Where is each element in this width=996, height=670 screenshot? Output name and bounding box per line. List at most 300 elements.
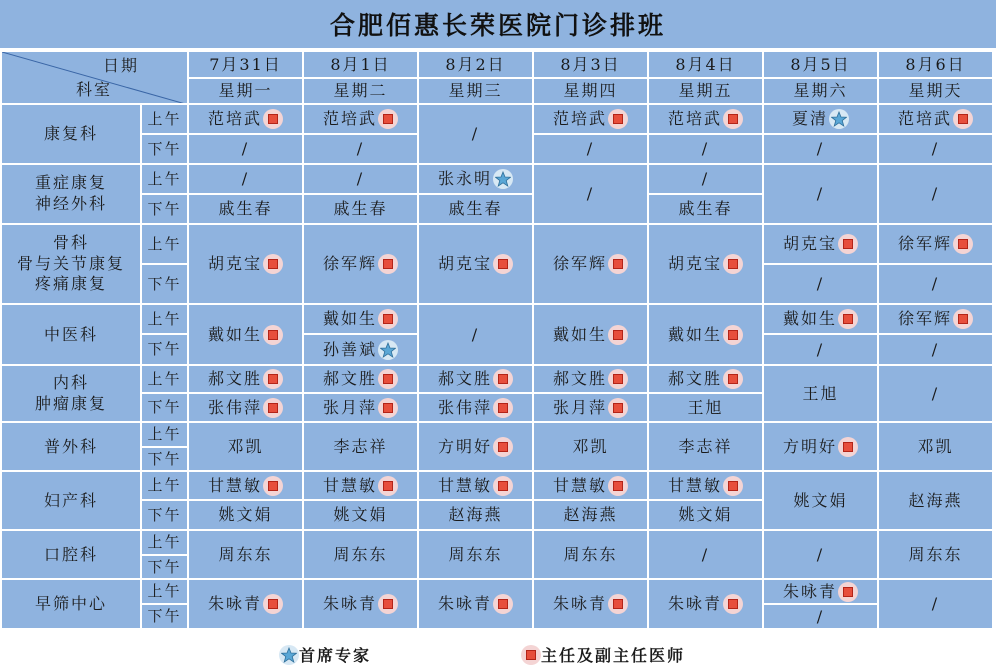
page-title: 合肥佰惠长荣医院门诊排班: [0, 0, 996, 50]
doctor-entry: [357, 139, 364, 159]
red-square-icon: [493, 369, 513, 389]
doctor-cell: [878, 224, 993, 264]
doctor-cell: [648, 194, 763, 224]
red-square-icon: [263, 369, 283, 389]
doctor-entry: [323, 476, 398, 496]
red-square-icon: [723, 476, 743, 496]
doctor-cell: [648, 530, 763, 579]
doctor-cell: [878, 365, 993, 422]
table-row: [1, 104, 993, 134]
doctor-entry: [323, 594, 398, 614]
dept-zhongyi: [1, 304, 141, 365]
dept-kouqiang: [1, 530, 141, 579]
doctor-entry: [218, 505, 272, 525]
doctor-cell: [418, 393, 533, 422]
doctor-entry: [908, 545, 962, 565]
doctor-entry: [932, 274, 939, 294]
doctor-entry: [553, 476, 628, 496]
header-weekday: 星期天: [878, 78, 993, 104]
doctor-name: 朱咏青: [207, 594, 262, 613]
slot-afternoon: 下午: [141, 604, 188, 629]
table-row: [1, 164, 993, 194]
dept-name: 中医科: [43, 324, 98, 344]
doctor-entry: [932, 340, 939, 360]
legend: [0, 640, 996, 670]
empty-mark: /: [931, 184, 940, 203]
empty-mark: /: [816, 139, 825, 158]
doctor-entry: [783, 309, 858, 329]
header-date: 8月2日: [418, 51, 533, 78]
red-square-icon: [608, 369, 628, 389]
doctor-name: 郝文胜: [207, 369, 262, 388]
doctor-entry: [448, 545, 502, 565]
doctor-cell: [763, 264, 878, 304]
red-square-icon: [263, 254, 283, 274]
doctor-name: 胡克宝: [207, 254, 262, 273]
doctor-cell: [648, 500, 763, 530]
empty-mark: /: [816, 544, 825, 564]
doctor-entry: [242, 169, 249, 189]
doctor-name: 周东东: [448, 544, 503, 564]
doctor-entry: [587, 184, 594, 204]
doctor-name: 赵海燕: [563, 505, 618, 524]
table-row: [1, 224, 993, 264]
doctor-cell: [878, 579, 993, 629]
star-icon: [493, 169, 513, 189]
doctor-name: 姚文娟: [333, 505, 388, 524]
doctor-cell: [188, 224, 303, 304]
doctor-name: 周东东: [218, 544, 273, 564]
table-row: [1, 365, 993, 393]
doctor-cell: [533, 393, 648, 422]
doctor-cell: [188, 500, 303, 530]
doctor-cell: [648, 422, 763, 471]
red-square-icon: [723, 325, 743, 345]
dept-name: 普外科: [43, 436, 98, 456]
doctor-name: 周东东: [908, 544, 963, 564]
doctor-name: 朱咏青: [322, 594, 377, 613]
doctor-entry: [333, 545, 387, 565]
doctor-cell: [188, 393, 303, 422]
red-square-icon: [493, 476, 513, 496]
doctor-cell: [878, 334, 993, 365]
doctor-cell: [188, 579, 303, 629]
doctor-entry: [208, 109, 283, 129]
doctor-name: 徐军辉: [322, 254, 377, 273]
doctor-entry: [227, 437, 263, 457]
slot-afternoon: 下午: [141, 500, 188, 530]
doctor-cell: [418, 471, 533, 500]
doctor-cell: [763, 530, 878, 579]
doctor-name: 郝文胜: [322, 369, 377, 388]
doctor-cell: [303, 304, 418, 334]
doctor-name: 张伟萍: [207, 397, 262, 417]
header-weekday: 星期三: [418, 78, 533, 104]
dept-name-line: 神经外科: [34, 194, 107, 213]
doctor-entry: [678, 199, 732, 219]
doctor-cell: [533, 164, 648, 224]
slot-morning: 上午: [141, 224, 188, 264]
red-square-icon: [838, 582, 858, 602]
slot-morning: 上午: [141, 164, 188, 194]
doctor-cell: [533, 471, 648, 500]
legend-chief-label: 首席专家: [299, 646, 372, 665]
doctor-cell: [303, 579, 418, 629]
doctor-cell: [303, 194, 418, 224]
doctor-name: 李志祥: [333, 436, 388, 456]
empty-mark: /: [586, 139, 595, 158]
doctor-cell: [188, 194, 303, 224]
header-dept-label: 科室: [76, 80, 113, 99]
dept-name-line: 肿瘤康复: [34, 393, 107, 413]
header-date: 8月3日: [533, 51, 648, 78]
doctor-entry: [333, 437, 387, 457]
doctor-name: 朱咏青: [552, 594, 607, 613]
doctor-entry: [702, 139, 709, 159]
doctor-cell: [303, 164, 418, 194]
doctor-cell: [303, 134, 418, 164]
doctor-name: 徐军辉: [897, 309, 952, 328]
empty-mark: /: [356, 169, 365, 188]
slot-morning: 上午: [141, 530, 188, 555]
doctor-cell: [418, 530, 533, 579]
doctor-entry: [208, 594, 283, 614]
doctor-name: 赵海燕: [448, 505, 503, 524]
dept-puwai: [1, 422, 141, 471]
doctor-entry: [438, 169, 513, 189]
doctor-entry: [678, 437, 732, 457]
doctor-entry: [208, 398, 283, 418]
doctor-entry: [333, 199, 387, 219]
doctor-name: 胡克宝: [667, 254, 722, 273]
red-square-icon: [723, 109, 743, 129]
header-weekday: 星期四: [533, 78, 648, 104]
doctor-entry: [668, 476, 743, 496]
dept-name-line: 疼痛康复: [34, 274, 107, 294]
red-square-icon: [838, 309, 858, 329]
doctor-cell: [878, 304, 993, 334]
empty-mark: /: [931, 339, 940, 359]
doctor-name: 戴如生: [667, 324, 722, 344]
red-square-icon: [378, 476, 398, 496]
doctor-cell: [188, 365, 303, 393]
doctor-cell: [878, 264, 993, 304]
doctor-cell: [763, 104, 878, 134]
doctor-name: 戴如生: [782, 309, 837, 328]
red-square-icon: [608, 594, 628, 614]
doctor-entry: [218, 545, 272, 565]
red-square-icon: [953, 109, 973, 129]
doctor-name: 范培武: [207, 109, 262, 128]
legend-chief-expert: [278, 643, 371, 666]
doctor-cell: [878, 164, 993, 224]
doctor-entry: [563, 505, 617, 525]
red-square-icon: [493, 254, 513, 274]
slot-morning: 上午: [141, 471, 188, 500]
doctor-cell: [763, 579, 878, 604]
doctor-entry: [553, 325, 628, 345]
red-square-icon: [378, 309, 398, 329]
doctor-cell: [533, 365, 648, 393]
slot-afternoon: 下午: [141, 194, 188, 224]
red-square-icon: [608, 109, 628, 129]
header-date-label: 日期: [102, 56, 139, 75]
doctor-name: 邓凯: [917, 436, 954, 456]
doctor-cell: [303, 530, 418, 579]
doctor-entry: [932, 184, 939, 204]
doctor-entry: [208, 476, 283, 496]
dept-name: 康复科: [43, 124, 98, 143]
header-date: 8月4日: [648, 51, 763, 78]
legend-director: [520, 643, 685, 666]
doctor-entry: [783, 234, 858, 254]
doctor-cell: [648, 134, 763, 164]
header-weekday: 星期六: [763, 78, 878, 104]
header-date: 7月31日: [188, 51, 303, 78]
star-icon: [279, 645, 299, 665]
doctor-cell: [303, 393, 418, 422]
doctor-entry: [323, 340, 398, 360]
red-square-icon: [953, 309, 973, 329]
doctor-cell: [763, 224, 878, 264]
doctor-entry: [323, 109, 398, 129]
empty-mark: /: [586, 184, 595, 203]
table-row: [1, 304, 993, 334]
doctor-entry: [333, 505, 387, 525]
doctor-name: 胡克宝: [782, 234, 837, 253]
slot-morning: 上午: [141, 579, 188, 604]
slot-afternoon: 下午: [141, 334, 188, 365]
star-icon: [829, 109, 849, 129]
doctor-entry: [817, 139, 824, 159]
doctor-cell: [648, 365, 763, 393]
doctor-entry: [702, 545, 709, 565]
doctor-name: 戚生春: [678, 199, 733, 218]
red-square-icon: [608, 476, 628, 496]
doctor-entry: [783, 437, 858, 457]
dept-kangfu: [1, 104, 141, 164]
doctor-cell: [188, 134, 303, 164]
header-weekday: 星期二: [303, 78, 418, 104]
doctor-entry: [242, 139, 249, 159]
doctor-entry: [323, 369, 398, 389]
red-square-icon: [378, 369, 398, 389]
doctor-entry: [323, 254, 398, 274]
empty-mark: /: [701, 544, 710, 564]
doctor-entry: [448, 199, 502, 219]
doctor-name: 李志祥: [678, 436, 733, 456]
doctor-cell: [648, 393, 763, 422]
red-square-icon: [378, 254, 398, 274]
doctor-entry: [793, 491, 847, 511]
table-row: [1, 579, 993, 604]
doctor-entry: [323, 398, 398, 418]
doctor-entry: [472, 124, 479, 144]
red-square-icon: [263, 325, 283, 345]
red-square-icon: [263, 398, 283, 418]
header-date: 8月1日: [303, 51, 418, 78]
doctor-cell: [188, 471, 303, 500]
doctor-name: 姚文娟: [218, 505, 273, 524]
doctor-cell: [648, 164, 763, 194]
red-square-icon: [263, 476, 283, 496]
doctor-cell: [418, 304, 533, 365]
doctor-cell: [418, 164, 533, 194]
doctor-name: 甘慧敏: [437, 475, 492, 495]
red-square-icon: [263, 109, 283, 129]
doctor-entry: [817, 274, 824, 294]
doctor-entry: [817, 545, 824, 565]
doctor-name: 朱咏青: [667, 594, 722, 613]
doctor-entry: [817, 184, 824, 204]
doctor-name: 姚文娟: [678, 505, 733, 524]
doctor-name: 徐军辉: [897, 234, 952, 253]
doctor-cell: [533, 530, 648, 579]
doctor-cell: [303, 334, 418, 365]
doctor-name: 夏清: [791, 109, 828, 128]
doctor-entry: [472, 325, 479, 345]
table-row: [1, 471, 993, 500]
dept-zhongzheng: [1, 164, 141, 224]
doctor-cell: [533, 224, 648, 304]
doctor-entry: [553, 594, 628, 614]
doctor-cell: [763, 471, 878, 530]
empty-mark: /: [241, 169, 250, 188]
doctor-name: 孙善斌: [322, 339, 377, 359]
doctor-entry: [438, 437, 513, 457]
doctor-cell: [533, 422, 648, 471]
doctor-cell: [763, 365, 878, 422]
doctor-name: 方明好: [782, 436, 837, 456]
doctor-name: 郝文胜: [552, 369, 607, 388]
doctor-cell: [648, 104, 763, 134]
empty-mark: /: [356, 139, 365, 158]
empty-mark: /: [241, 139, 250, 158]
doctor-name: 甘慧敏: [552, 475, 607, 495]
doctor-name: 邓凯: [572, 436, 609, 456]
red-square-icon: [723, 369, 743, 389]
doctor-entry: [668, 369, 743, 389]
doctor-cell: [303, 500, 418, 530]
empty-mark: /: [471, 124, 480, 143]
doctor-cell: [188, 164, 303, 194]
red-square-icon: [521, 645, 541, 665]
doctor-entry: [783, 582, 858, 602]
doctor-cell: [418, 224, 533, 304]
doctor-name: 戚生春: [448, 199, 503, 218]
doctor-entry: [553, 369, 628, 389]
doctor-cell: [303, 224, 418, 304]
doctor-cell: [303, 422, 418, 471]
doctor-cell: [878, 530, 993, 579]
doctor-entry: [678, 505, 732, 525]
slot-afternoon: 下午: [141, 393, 188, 422]
star-icon: [378, 340, 398, 360]
doctor-entry: [438, 476, 513, 496]
doctor-cell: [763, 134, 878, 164]
doctor-cell: [418, 104, 533, 164]
doctor-name: 徐军辉: [552, 254, 607, 273]
empty-mark: /: [931, 274, 940, 293]
doctor-cell: [418, 194, 533, 224]
doctor-name: 郝文胜: [437, 369, 492, 388]
doctor-cell: [763, 164, 878, 224]
slot-afternoon: 下午: [141, 447, 188, 471]
doctor-name: 朱咏青: [437, 594, 492, 613]
empty-mark: /: [471, 324, 480, 344]
red-square-icon: [723, 594, 743, 614]
doctor-cell: [648, 579, 763, 629]
doctor-name: 戴如生: [552, 324, 607, 344]
table-row: [1, 51, 993, 78]
doctor-entry: [917, 437, 953, 457]
doctor-name: 范培武: [897, 109, 952, 128]
doctor-cell: [418, 422, 533, 471]
doctor-cell: [533, 134, 648, 164]
doctor-cell: [188, 422, 303, 471]
doctor-cell: [763, 604, 878, 629]
slot-afternoon: 下午: [141, 134, 188, 164]
dept-name-line: 骨科: [52, 232, 89, 252]
doctor-entry: [553, 254, 628, 274]
doctor-name: 郝文胜: [667, 369, 722, 388]
dept-name: 妇产科: [43, 490, 98, 510]
red-square-icon: [608, 398, 628, 418]
doctor-entry: [563, 545, 617, 565]
header-weekday: 星期一: [188, 78, 303, 104]
table-row: [1, 422, 993, 447]
dept-fuchan: [1, 471, 141, 530]
doctor-name: 周东东: [333, 544, 388, 564]
doctor-entry: [898, 109, 973, 129]
dept-zaoshai: [1, 579, 141, 629]
doctor-name: 王旭: [802, 383, 839, 403]
red-square-icon: [723, 254, 743, 274]
doctor-entry: [208, 369, 283, 389]
header-date: 8月6日: [878, 51, 993, 78]
doctor-cell: [303, 471, 418, 500]
doctor-entry: [702, 169, 709, 189]
doctor-entry: [687, 398, 723, 418]
doctor-entry: [898, 234, 973, 254]
red-square-icon: [493, 594, 513, 614]
doctor-name: 戚生春: [218, 199, 273, 218]
empty-mark: /: [701, 169, 710, 188]
doctor-name: 甘慧敏: [207, 475, 262, 495]
doctor-cell: [418, 500, 533, 530]
doctor-entry: [817, 607, 824, 627]
doctor-entry: [668, 109, 743, 129]
header-corner: [1, 51, 188, 104]
doctor-entry: [208, 325, 283, 345]
doctor-entry: [357, 169, 364, 189]
slot-morning: 上午: [141, 104, 188, 134]
doctor-name: 胡克宝: [437, 254, 492, 273]
header-date: 8月5日: [763, 51, 878, 78]
doctor-entry: [448, 505, 502, 525]
empty-mark: /: [931, 139, 940, 158]
red-square-icon: [493, 398, 513, 418]
dept-neike: [1, 365, 141, 422]
doctor-cell: [188, 304, 303, 365]
doctor-name: 邓凯: [227, 436, 264, 456]
doctor-name: 赵海燕: [908, 490, 963, 510]
empty-mark: /: [816, 339, 825, 359]
dept-guke: [1, 224, 141, 304]
doctor-cell: [763, 422, 878, 471]
legend-director-label: 主任及副主任医师: [541, 646, 686, 665]
doctor-cell: [303, 365, 418, 393]
